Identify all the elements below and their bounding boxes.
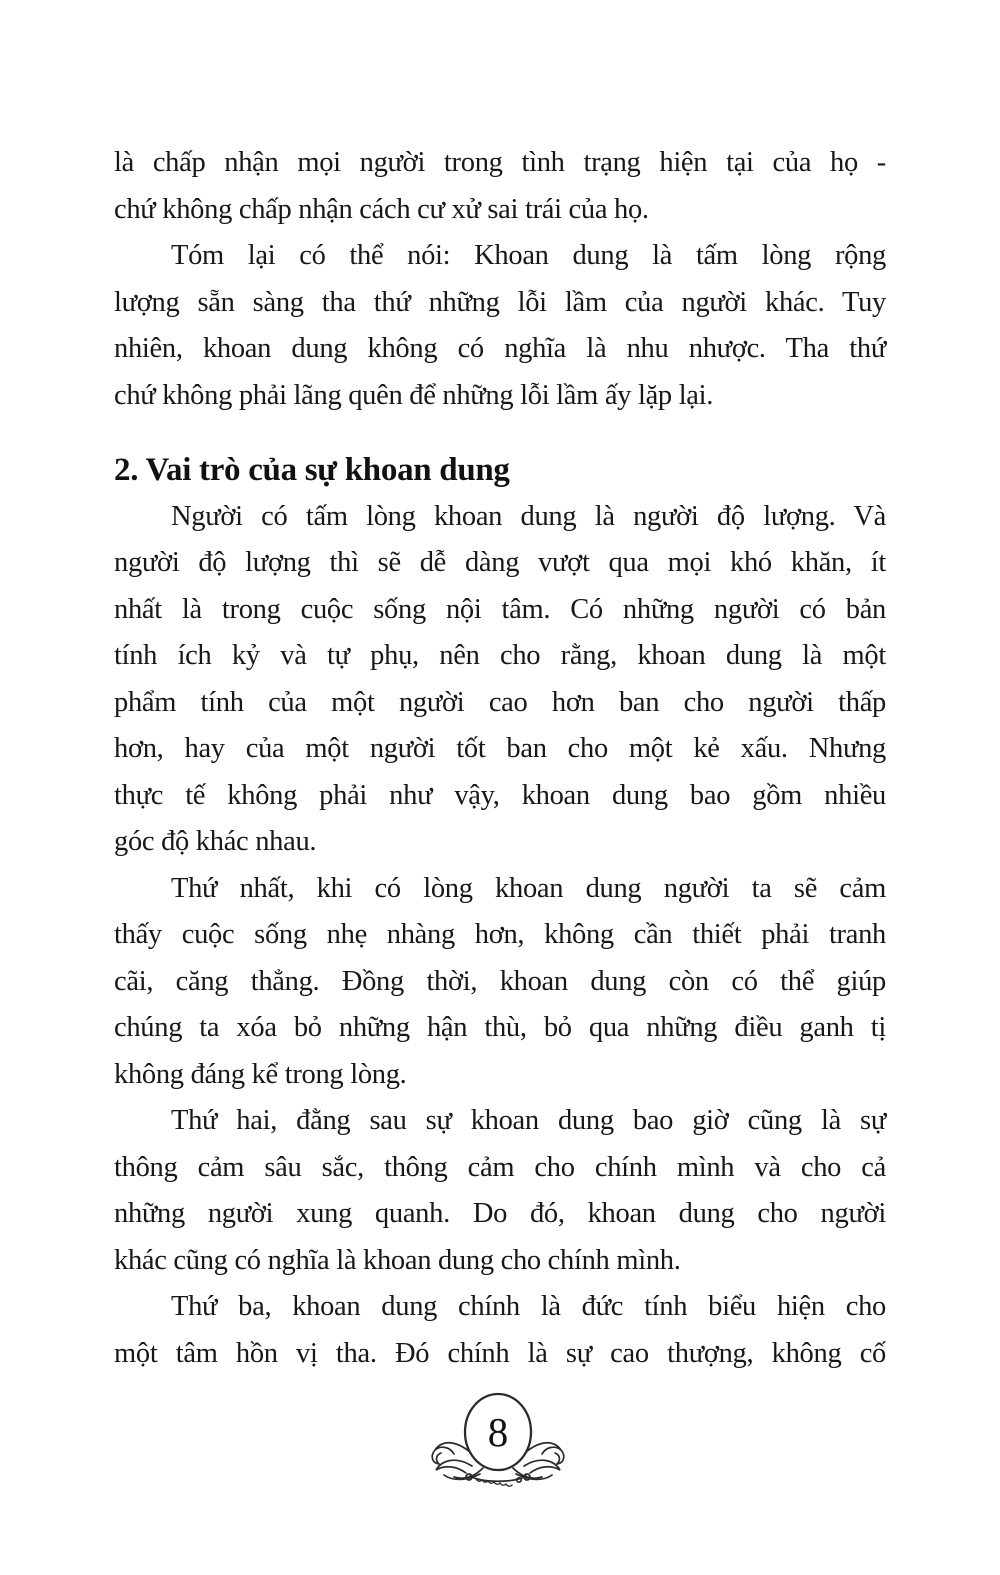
text-line: Thứ ba, khoan dung chính là đức tính biểu hiện cho [171,1291,886,1322]
text-line: Thứ nhất, khi có lòng khoan dung người ta sẽ cảm [171,872,886,904]
text-line: Tóm lại có thể nói: Khoan dung là tấm lòng rộng [171,240,886,271]
paragraph [114,1284,886,1377]
text-line: thấy cuộc sống nhẹ nhàng hơn, không cần thiết phải tranh [114,919,886,950]
text-line: góc độ khác nhau. [114,826,317,857]
text-line: thực tế không phải như vậy, khoan dung bao gồm nhiều [114,779,886,811]
text-block [114,140,886,1377]
page-number: 8 [487,1409,509,1455]
text-line: chứ không chấp nhận cách cư xử sai trái của họ. [114,193,649,225]
text-line: thông cảm sâu sắc, thông cảm cho chính mình và cho cả [114,1151,886,1183]
paragraph [114,1098,886,1284]
text-line: chứ không phải lãng quên để những lỗi lầm ấy lặp lại. [114,379,714,411]
text-line: là chấp nhận mọi người trong tình trạng hiện tại của họ - [114,147,886,178]
ornament-graphic [408,1390,588,1490]
paragraph [114,140,886,233]
text-line: một tâm hồn vị tha. Đó chính là sự cao thượng, không cố [114,1337,886,1369]
text-line: hơn, hay của một người tốt ban cho một kẻ xấu. Nhưng [114,733,886,764]
text-line: nhiên, khoan dung không có nghĩa là nhu nhược. Tha thứ [114,333,886,364]
text-line: cãi, căng thẳng. Đồng thời, khoan dung còn có thể giúp [114,965,886,997]
text-line: không đáng kể trong lòng. [114,1058,407,1090]
text-line: phẩm tính của một người cao hơn ban cho người thấp [114,686,886,718]
text-line: lượng sẵn sàng tha thứ những lỗi lầm của người khác. Tuy [114,286,886,318]
text-line: nhất là trong cuộc sống nội tâm. Có những người có bản [114,593,886,625]
text-line: Thứ hai, đằng sau sự khoan dung bao giờ cũng là sự [171,1105,886,1136]
paragraph [114,866,886,1099]
text-line: chúng ta xóa bỏ những hận thù, bỏ qua những điều ganh tị [114,1012,886,1043]
text-line: tính ích kỷ và tự phụ, nên cho rằng, khoan dung là một [114,640,886,671]
text-line: khác cũng có nghĩa là khoan dung cho chính mình. [114,1244,681,1276]
text-line: người độ lượng thì sẽ dễ dàng vượt qua mọi khó khăn, ít [114,547,886,578]
text-line: Người có tấm lòng khoan dung là người độ lượng. Và [171,500,886,532]
paragraph [114,494,886,866]
paragraph [114,233,886,419]
page-number-ornament [408,1390,588,1490]
section-heading: 2. Vai trò của sự khoan dung [114,452,510,488]
text-line: những người xung quanh. Do đó, khoan dung cho người [114,1198,886,1229]
